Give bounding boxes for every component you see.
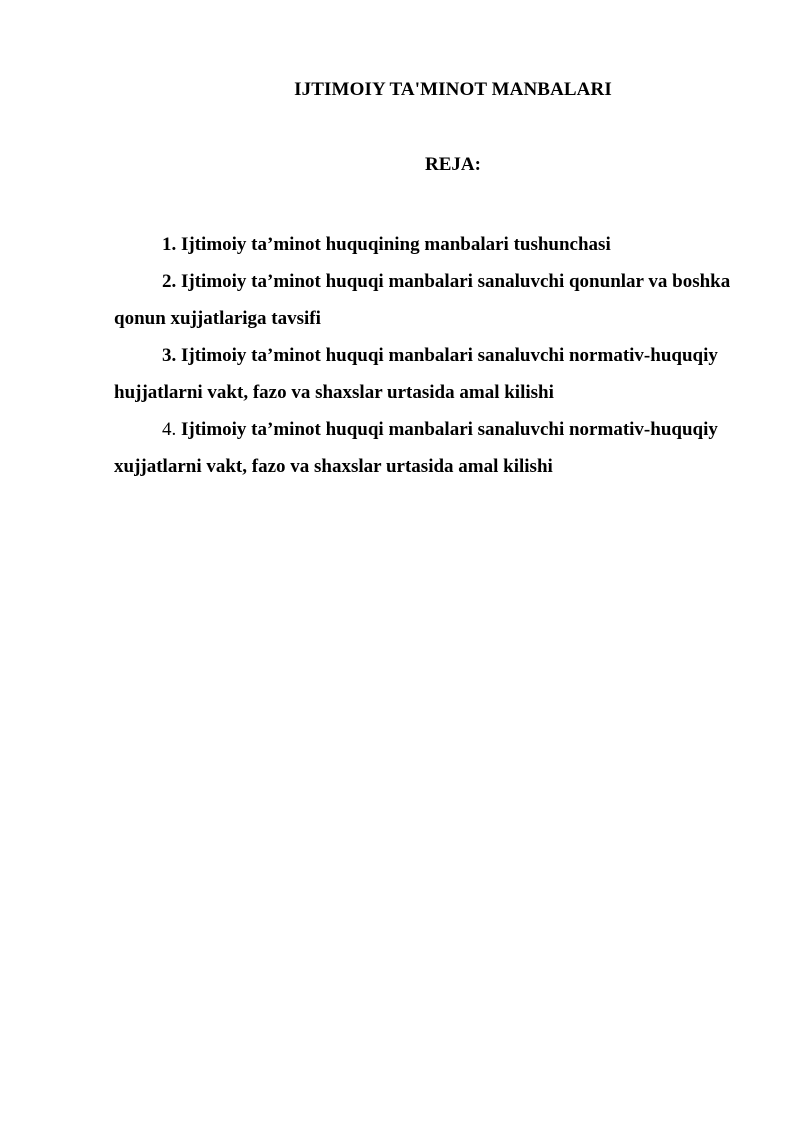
plan-item-2 [114,263,750,337]
plan-item-number: 4. [162,419,177,440]
plan-item-4 [114,411,750,485]
plan-item-text: Ijtimoiy ta’minot huquqi manbalari sanaluvchi normativ-huquqiy hujjatlarni vakt, fazo va shaxslar urtasida amal kilishi [114,345,718,403]
plan-list [114,226,750,485]
plan-item-text: Ijtimoiy ta’minot huquqi manbalari sanaluvchi qonunlar va boshka qonun xujjatlariga tavsifi [114,271,731,329]
plan-item-1 [114,226,750,263]
document-title: IJTIMOIY TA'MINOT MANBALARI [294,79,612,100]
plan-item-text: Ijtimoiy ta’minot huquqining manbalari tushunchasi [181,234,611,255]
plan-item-text: Ijtimoiy ta’minot huquqi manbalari sanaluvchi normativ-huquqiy xujjatlarni vakt, fazo va shaxslar urtasida amal kilishi [114,419,718,477]
plan-item-number: 1. [162,234,177,255]
plan-heading: REJA: [425,154,481,175]
plan-item-number: 3. [162,345,177,366]
plan-item-3 [114,337,750,411]
plan-item-number: 2. [162,271,177,292]
